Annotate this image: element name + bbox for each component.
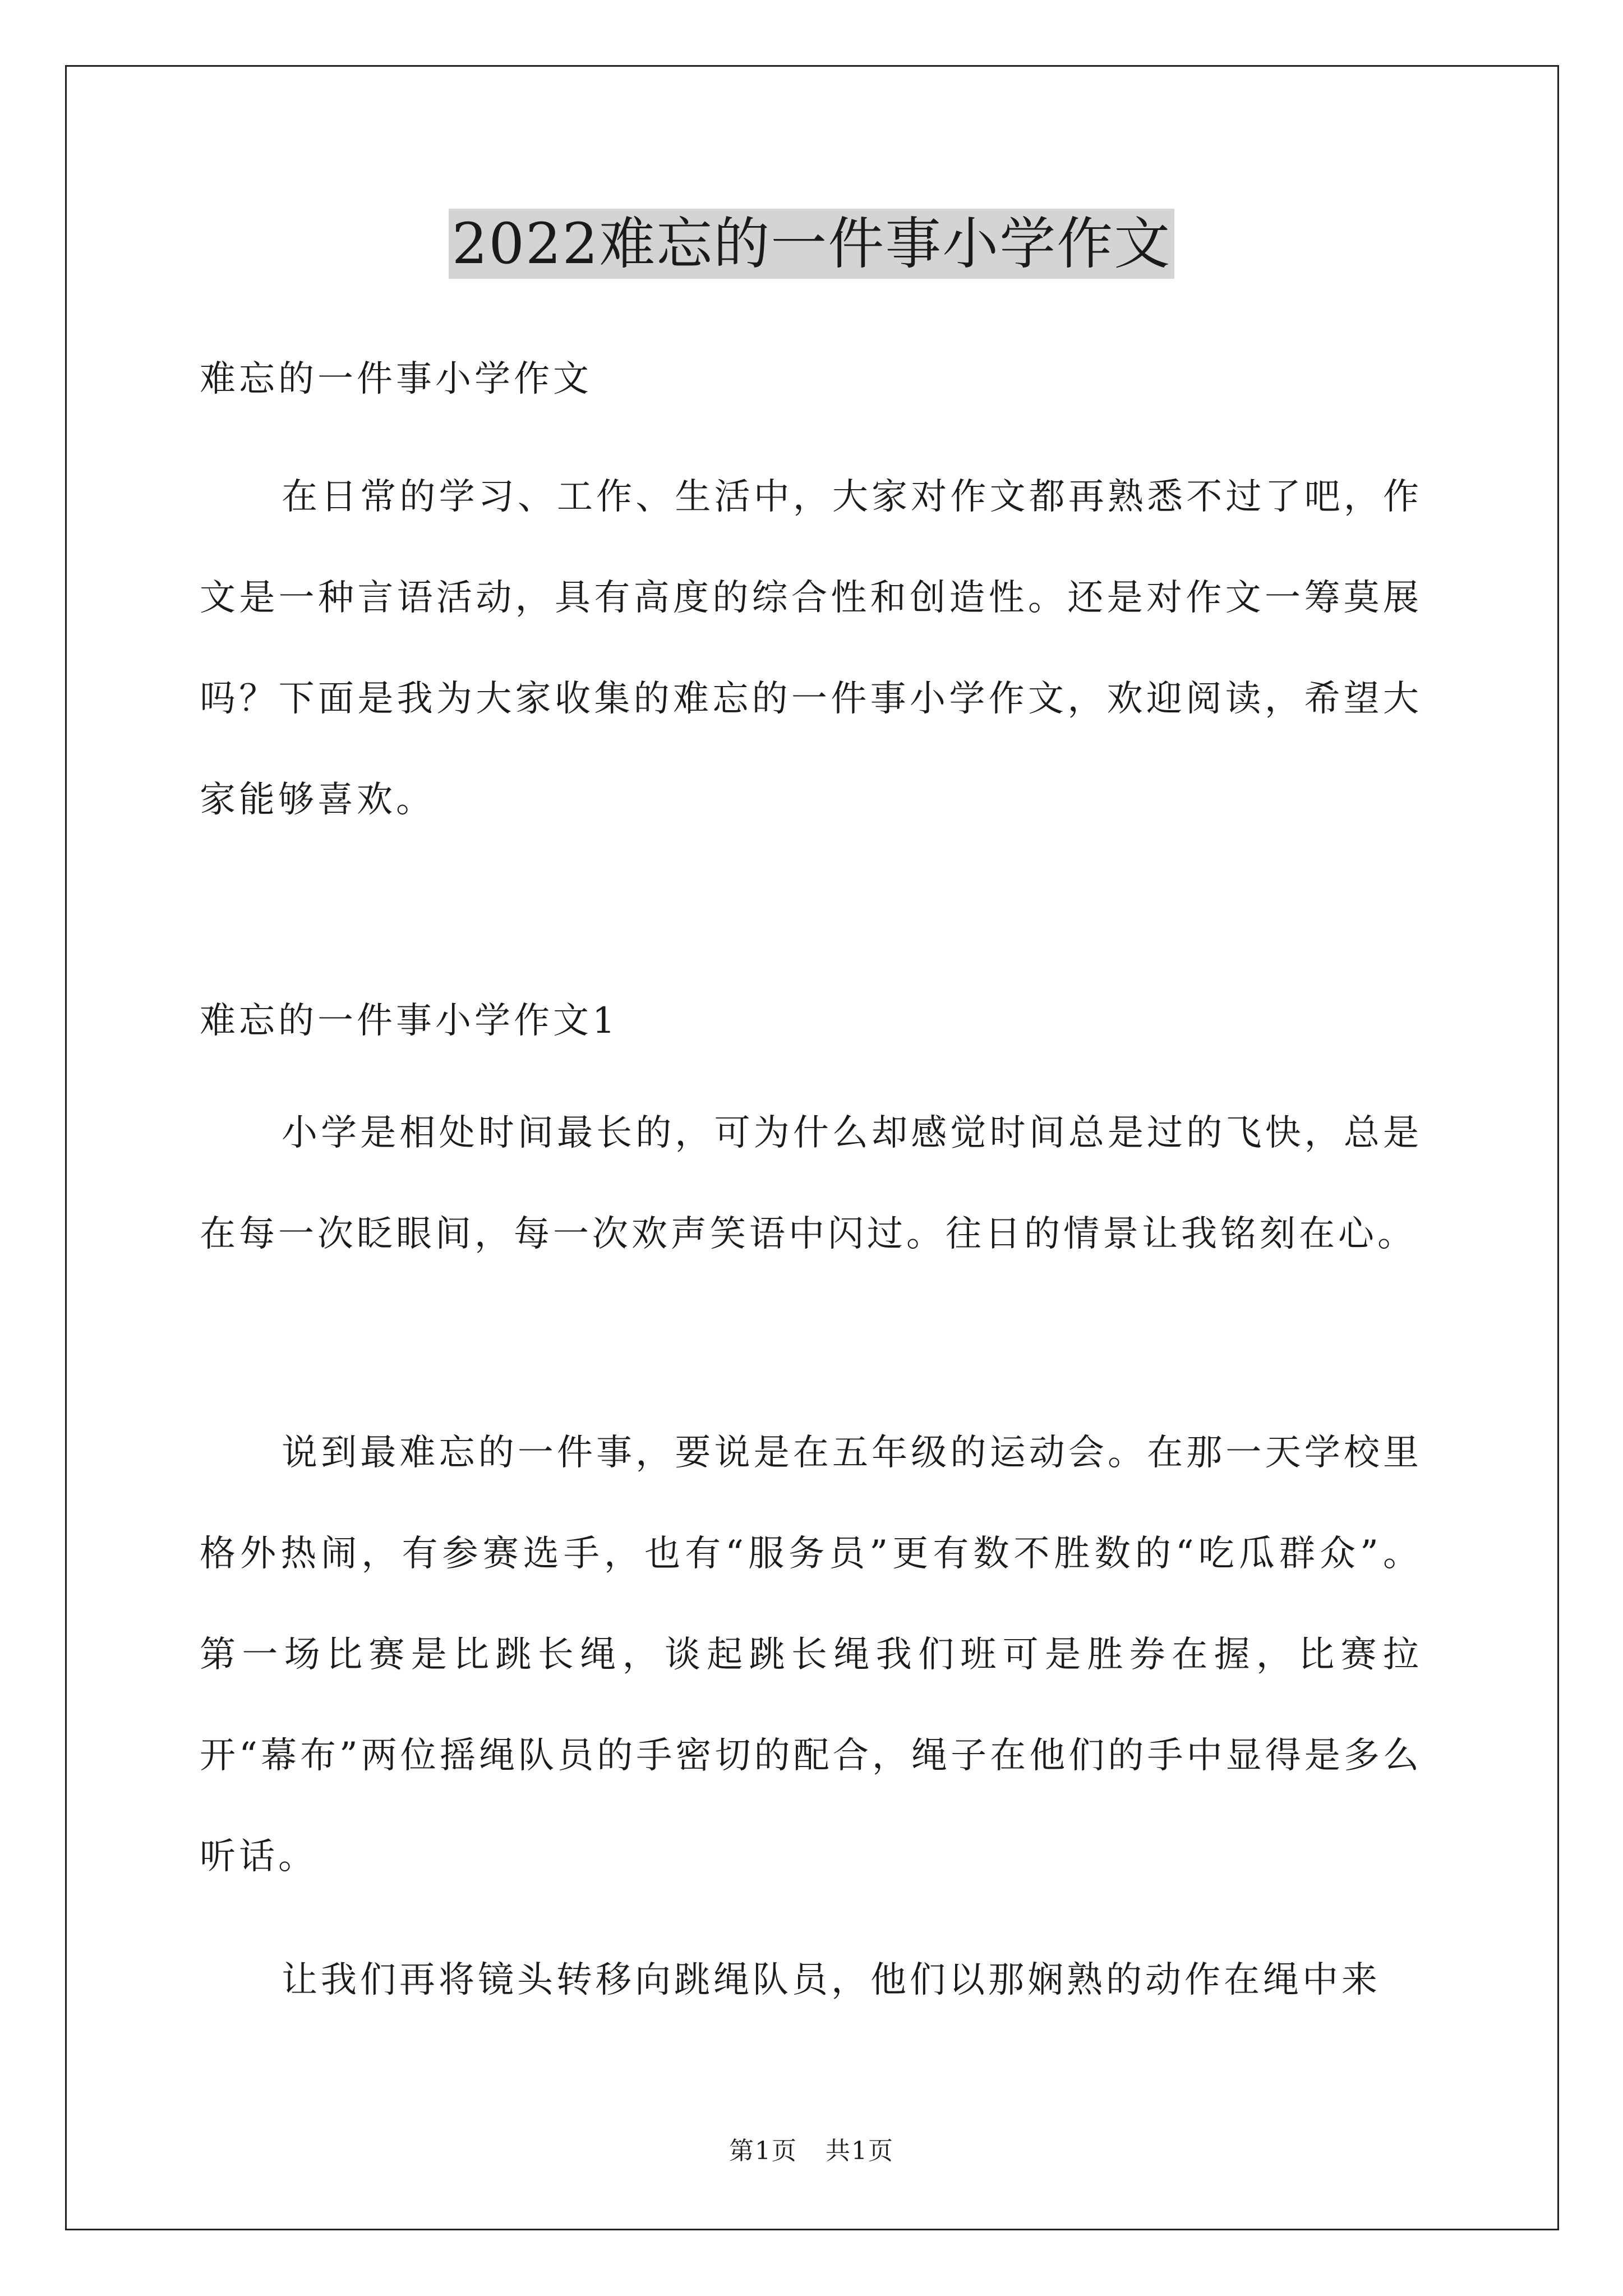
- page-number: 第1页: [729, 2137, 797, 2165]
- document-subtitle: 难忘的一件事小学作文: [200, 358, 592, 400]
- page-footer: [0, 2134, 1623, 2168]
- page-total: 共1页: [826, 2137, 894, 2165]
- section-heading: 难忘的一件事小学作文1: [200, 1000, 619, 1042]
- document-title-text: 2022难忘的一件事小学作文: [449, 209, 1175, 279]
- intro-paragraph: 在日常的学习、工作、生活中，大家对作文都再熟悉不过了吧，作文是一种言语活动，具有高度的综合性和创造性。还是对作文一筹莫展吗？下面是我为大家收集的难忘的一件事小学作文，欢迎阅读，希望大家能够喜欢。: [200, 476, 1422, 821]
- body-paragraph-2: 说到最难忘的一件事，要说是在五年级的运动会。在那一天学校里格外热闹，有参赛选手，也有“服务员”更有数不胜数的“吃瓜群众”。第一场比赛是比跳长绳，谈起跳长绳我们班可是胜券在握，比赛拉开“幕布”两位摇绳队员的手密切的配合，绳子在他们的手中显得是多么听话。: [200, 1432, 1422, 1878]
- body-paragraph-3: 让我们再将镜头转移向跳绳队员，他们以那娴熟的动作在绳中来: [282, 1959, 1381, 2001]
- document-title: [0, 208, 1623, 280]
- body-paragraph-1: 小学是相处时间最长的，可为什么却感觉时间总是过的飞快，总是在每一次眨眼间，每一次欢声笑语中闪过。往日的情景让我铭刻在心。: [200, 1112, 1422, 1255]
